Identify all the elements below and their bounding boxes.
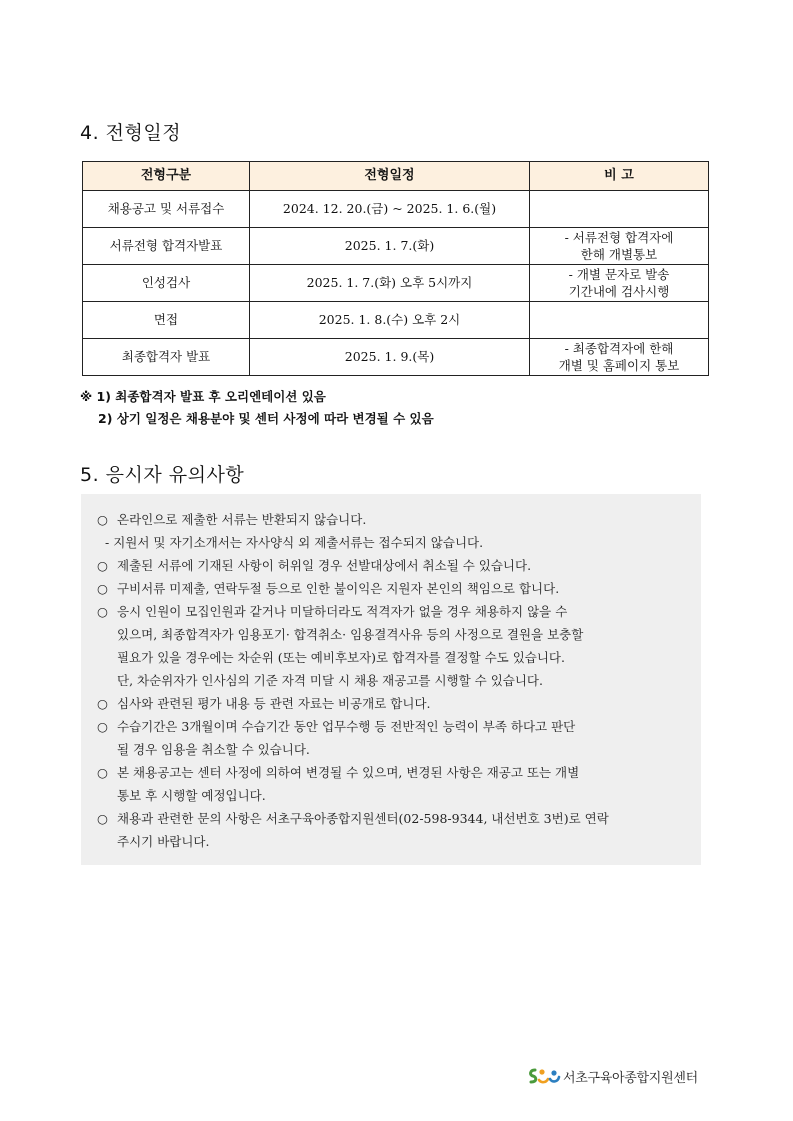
note-cell (530, 302, 709, 339)
notice-line (97, 715, 609, 738)
notice-text: 본 채용공고는 센터 사정에 의하여 변경될 수 있으며, 변경된 사항은 재공고 또는 개별 (117, 765, 580, 780)
notice-text: 필요가 있을 경우에는 차순위 (또는 예비후보자)로 합격자를 결정할 수도 있습니다. (117, 650, 565, 665)
notice-line (97, 531, 609, 554)
note-cell (530, 228, 709, 265)
table-row (83, 228, 709, 265)
schedule-cell: 2025. 1. 8.(수) 오후 2시 (250, 302, 530, 339)
notice-text: 단, 차순위자가 인사심의 기준 자격 미달 시 채용 재공고를 시행할 수 있습니다. (117, 673, 543, 688)
note-line: - 서류전형 합격자에 (564, 230, 674, 245)
notice-box (81, 494, 701, 865)
notice-line (97, 807, 609, 830)
notice-line (97, 692, 609, 715)
note-line: - 최종합격자에 한해 (564, 341, 674, 356)
notice-line (97, 830, 609, 853)
notice-text: 심사와 관련된 평가 내용 등 관련 자료는 비공개로 합니다. (117, 696, 431, 711)
note-line: 개별 및 홈페이지 통보 (558, 358, 680, 373)
schedule-footnotes (80, 386, 434, 430)
notice-list (97, 508, 609, 853)
circle-bullet-icon: ○ (97, 765, 108, 780)
notice-line (97, 600, 609, 623)
notice-text: 수습기간은 3개월이며 수습기간 동안 업무수행 등 전반적인 능력이 부족 하다고 판단 (117, 719, 576, 734)
notice-line (97, 646, 609, 669)
stage-cell: 서류전형 합격자발표 (83, 228, 250, 265)
circle-bullet-icon: ○ (97, 811, 108, 826)
notice-line (97, 577, 609, 600)
circle-bullet-icon: ○ (97, 512, 108, 527)
section-4-title: 4. 전형일정 (80, 122, 182, 144)
header-schedule: 전형일정 (250, 162, 530, 191)
footer-logo (527, 1066, 698, 1086)
note-cell (530, 339, 709, 376)
notice-text: 온라인으로 제출한 서류는 반환되지 않습니다. (117, 512, 367, 527)
note-line: - 개별 문자로 발송 (568, 267, 670, 282)
table-row (83, 265, 709, 302)
notice-text: 응시 인원이 모집인원과 같거나 미달하더라도 적격자가 없을 경우 채용하지 않을 수 (117, 604, 568, 619)
circle-bullet-icon: ○ (97, 696, 108, 711)
center-logo-icon (527, 1066, 561, 1086)
stage-cell: 채용공고 및 서류접수 (83, 191, 250, 228)
header-stage: 전형구분 (83, 162, 250, 191)
schedule-table-header (83, 162, 709, 191)
circle-bullet-icon: ○ (97, 558, 108, 573)
schedule-table (82, 161, 709, 376)
center-name: 서초구육아종합지원센터 (563, 1070, 698, 1086)
notice-line (97, 669, 609, 692)
notice-text: 있으며, 최종합격자가 임용포기· 합격취소· 임용결격사유 등의 사정으로 결원을 보충할 (117, 627, 584, 642)
stage-cell: 면접 (83, 302, 250, 339)
circle-bullet-icon: ○ (97, 581, 108, 596)
note-cell (530, 191, 709, 228)
notice-text: 주시기 바랍니다. (117, 834, 210, 849)
notice-line (97, 784, 609, 807)
schedule-cell: 2025. 1. 9.(목) (250, 339, 530, 376)
footnote-1: ※ 1) 최종합격자 발표 후 오리엔테이션 있음 (80, 389, 326, 404)
circle-bullet-icon: ○ (97, 719, 108, 734)
circle-bullet-icon: ○ (97, 604, 108, 619)
footnote-2: 2) 상기 일정은 채용분야 및 센터 사정에 따라 변경될 수 있음 (98, 411, 434, 426)
notice-line (97, 738, 609, 761)
notice-text: 구비서류 미제출, 연락두절 등으로 인한 불이익은 지원자 본인의 책임으로 합니다. (117, 581, 560, 596)
note-cell (530, 265, 709, 302)
schedule-cell: 2025. 1. 7.(화) (250, 228, 530, 265)
table-row (83, 302, 709, 339)
section-5-title: 5. 응시자 유의사항 (80, 464, 245, 486)
notice-text: 채용과 관련한 문의 사항은 서초구육아종합지원센터(02-598-9344, 내선번호 3번)로 연락 (117, 811, 609, 826)
table-row (83, 191, 709, 228)
notice-line (97, 554, 609, 577)
note-line: 기간내에 검사시행 (568, 284, 670, 299)
table-row (83, 339, 709, 376)
notice-line (97, 508, 609, 531)
stage-cell: 인성검사 (83, 265, 250, 302)
notice-text: 될 경우 임용을 취소할 수 있습니다. (117, 742, 310, 757)
schedule-cell: 2024. 12. 20.(금) ~ 2025. 1. 6.(월) (250, 191, 530, 228)
notice-text: 통보 후 시행할 예정입니다. (117, 788, 266, 803)
notice-line (97, 623, 609, 646)
notice-text: 제출된 서류에 기재된 사항이 허위일 경우 선발대상에서 취소될 수 있습니다. (117, 558, 532, 573)
note-line: 한해 개별통보 (580, 247, 658, 262)
notice-line (97, 761, 609, 784)
header-note: 비 고 (530, 162, 709, 191)
notice-text: - 지원서 및 자기소개서는 자사양식 외 제출서류는 접수되지 않습니다. (105, 535, 484, 550)
schedule-cell: 2025. 1. 7.(화) 오후 5시까지 (250, 265, 530, 302)
stage-cell: 최종합격자 발표 (83, 339, 250, 376)
